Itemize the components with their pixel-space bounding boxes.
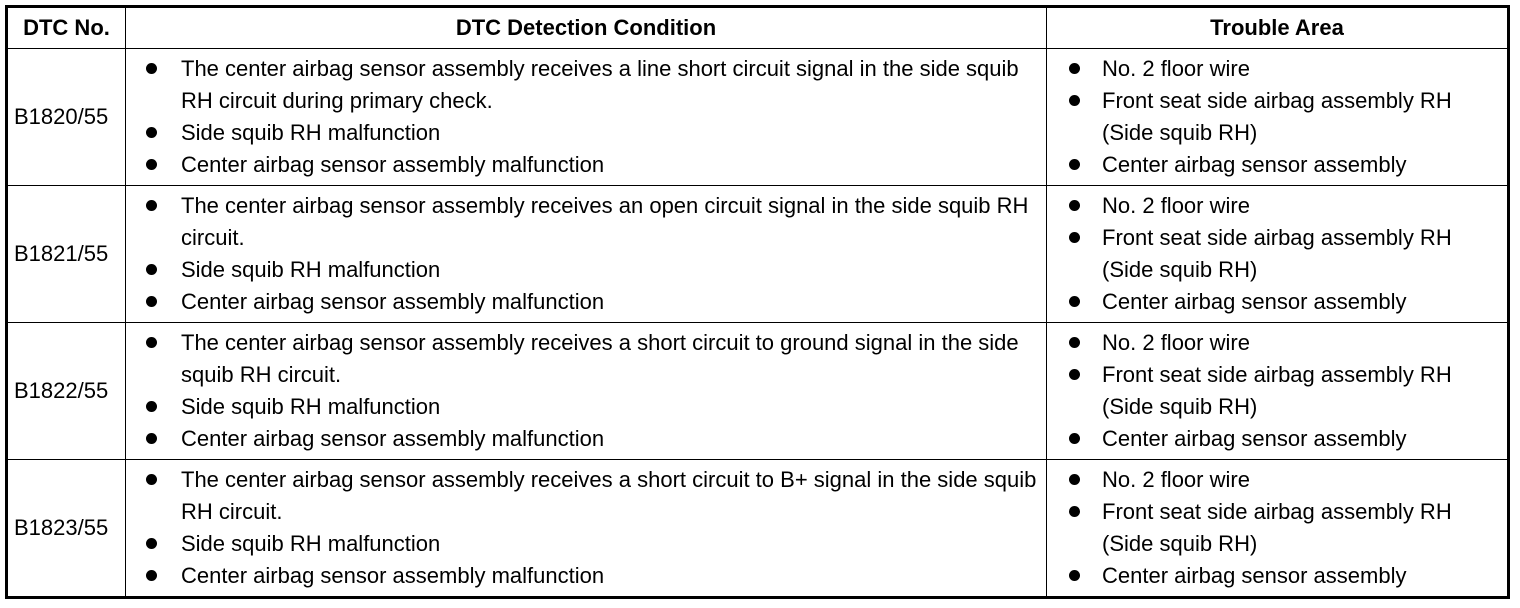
condition-item: Side squib RH malfunction: [126, 254, 1046, 286]
condition-item: The center airbag sensor assembly receives a line short circuit signal in the side squib RH circuit during primary check.: [126, 53, 1046, 117]
detection-condition-cell: [126, 460, 1047, 598]
trouble-area-cell: [1047, 49, 1509, 186]
trouble-area-cell: [1047, 460, 1509, 598]
header-row: [7, 7, 1509, 49]
condition-item: The center airbag sensor assembly receives a short circuit to ground signal in the side squib RH circuit.: [126, 327, 1046, 391]
table-row: [7, 49, 1509, 186]
condition-list: [126, 327, 1046, 455]
area-item: Front seat side airbag assembly RH (Side squib RH): [1047, 222, 1507, 286]
condition-item: Center airbag sensor assembly malfunction: [126, 423, 1046, 455]
area-item: Center airbag sensor assembly: [1047, 560, 1507, 592]
dtc-code: B1821/55: [7, 186, 126, 323]
area-item: Center airbag sensor assembly: [1047, 286, 1507, 318]
condition-item: Side squib RH malfunction: [126, 117, 1046, 149]
header-trouble-area: Trouble Area: [1047, 7, 1509, 49]
table-row: [7, 460, 1509, 598]
condition-item: Center airbag sensor assembly malfunction: [126, 286, 1046, 318]
condition-list: [126, 53, 1046, 181]
condition-item: Center airbag sensor assembly malfunction: [126, 149, 1046, 181]
area-list: [1047, 53, 1507, 181]
area-item: Center airbag sensor assembly: [1047, 423, 1507, 455]
area-list: [1047, 190, 1507, 318]
area-item: No. 2 floor wire: [1047, 53, 1507, 85]
condition-list: [126, 190, 1046, 318]
condition-item: Side squib RH malfunction: [126, 391, 1046, 423]
header-dtc-no: DTC No.: [7, 7, 126, 49]
dtc-code: B1822/55: [7, 323, 126, 460]
condition-item: The center airbag sensor assembly receives an open circuit signal in the side squib RH circuit.: [126, 190, 1046, 254]
trouble-area-cell: [1047, 323, 1509, 460]
area-item: No. 2 floor wire: [1047, 464, 1507, 496]
area-list: [1047, 464, 1507, 592]
area-item: Front seat side airbag assembly RH (Side squib RH): [1047, 85, 1507, 149]
table-body: [7, 49, 1509, 598]
dtc-table: [5, 5, 1510, 599]
area-item: Center airbag sensor assembly: [1047, 149, 1507, 181]
area-item: Front seat side airbag assembly RH (Side squib RH): [1047, 359, 1507, 423]
table-header: [7, 7, 1509, 49]
table-row: [7, 323, 1509, 460]
area-item: No. 2 floor wire: [1047, 190, 1507, 222]
condition-item: Side squib RH malfunction: [126, 528, 1046, 560]
trouble-area-cell: [1047, 186, 1509, 323]
dtc-code: B1820/55: [7, 49, 126, 186]
detection-condition-cell: [126, 49, 1047, 186]
detection-condition-cell: [126, 323, 1047, 460]
dtc-code: B1823/55: [7, 460, 126, 598]
condition-item: The center airbag sensor assembly receives a short circuit to B+ signal in the side squib RH circuit.: [126, 464, 1046, 528]
condition-list: [126, 464, 1046, 592]
area-list: [1047, 327, 1507, 455]
detection-condition-cell: [126, 186, 1047, 323]
area-item: No. 2 floor wire: [1047, 327, 1507, 359]
table-row: [7, 186, 1509, 323]
condition-item: Center airbag sensor assembly malfunction: [126, 560, 1046, 592]
area-item: Front seat side airbag assembly RH (Side squib RH): [1047, 496, 1507, 560]
header-detection-condition: DTC Detection Condition: [126, 7, 1047, 49]
